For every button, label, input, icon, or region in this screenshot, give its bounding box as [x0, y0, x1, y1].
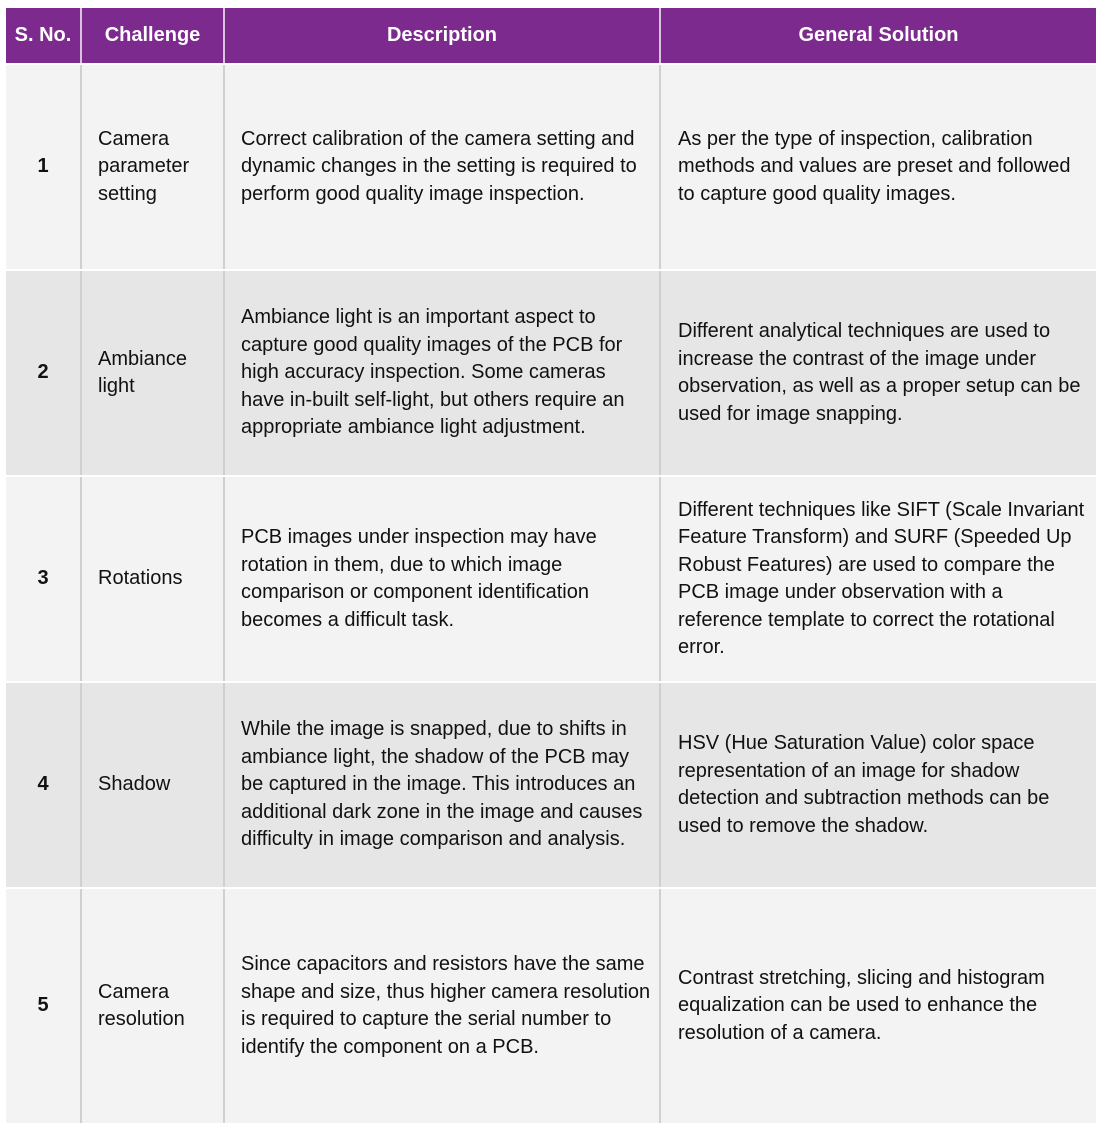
solution-cell [661, 889, 1096, 1123]
challenges-table [6, 8, 1096, 1123]
row-number: 4 [6, 683, 82, 887]
challenge-text: Camera resolution [98, 980, 185, 1030]
header-description: Description [225, 8, 661, 63]
solution-cell [661, 65, 1096, 269]
row-number: 2 [6, 271, 82, 475]
table-row [6, 269, 1096, 475]
description-cell [225, 271, 661, 475]
solution-cell [661, 683, 1096, 887]
challenge-cell [82, 271, 225, 475]
row-number: 5 [6, 889, 82, 1123]
header-sno: S. No. [6, 8, 82, 63]
solution-text: HSV (Hue Saturation Value) color space representation of an image for shadow detection and subtraction methods can be used to remove the shadow. [678, 732, 1050, 837]
challenge-cell [82, 477, 225, 681]
solution-cell [661, 477, 1096, 681]
challenge-text: Shadow [98, 773, 171, 796]
header-challenge: Challenge [82, 8, 225, 63]
description-cell [225, 477, 661, 681]
challenge-cell [82, 683, 225, 887]
challenge-cell [82, 889, 225, 1123]
row-number: 1 [6, 65, 82, 269]
header-general-solution: General Solution [798, 24, 959, 46]
challenge-text: Rotations [98, 567, 183, 590]
challenge-text: Ambiance light [98, 347, 187, 397]
description-text: Ambiance light is an important aspect to capture good quality images of the PCB for high accuracy inspection. Some cameras have in-built self-light, but others require an appropriate ambiance light adjustment. [241, 306, 625, 439]
table-row [6, 887, 1096, 1123]
description-text: Correct calibration of the camera setting and dynamic changes in the setting is required to perform good quality image inspection. [241, 127, 637, 205]
description-cell [225, 683, 661, 887]
challenge-cell [82, 65, 225, 269]
solution-text: Contrast stretching, slicing and histogram equalization can be used to enhance the resolution of a camera. [678, 966, 1045, 1044]
row-number: 3 [6, 477, 82, 681]
description-text: While the image is snapped, due to shifts in ambiance light, the shadow of the PCB may be captured in the image. This introduces an additional dark zone in the image and causes difficulty in image comparison and analysis. [241, 718, 643, 851]
solution-text: Different analytical techniques are used to increase the contrast of the image under observation, as well as a proper setup can be used for image snapping. [678, 320, 1081, 425]
description-cell [225, 65, 661, 269]
solution-text: Different techniques like SIFT (Scale Invariant Feature Transform) and SURF (Speeded Up Robust Features) are used to compare the PCB image under observation with a reference template to correct the rotational error. [678, 498, 1085, 658]
table-row [6, 681, 1096, 887]
description-cell [225, 889, 661, 1123]
challenge-text: Camera parameter setting [98, 127, 190, 205]
table-header-row [6, 8, 1096, 63]
table-row [6, 63, 1096, 269]
description-text: Since capacitors and resistors have the same shape and size, thus higher camera resolution is required to capture the serial number to identify the component on a PCB. [241, 953, 651, 1058]
description-text: PCB images under inspection may have rotation in them, due to which image comparison or component identification becomes a difficult task. [241, 526, 597, 631]
solution-text: As per the type of inspection, calibration methods and values are preset and followed to capture good quality images. [678, 127, 1071, 205]
table-row [6, 475, 1096, 681]
solution-cell [661, 271, 1096, 475]
